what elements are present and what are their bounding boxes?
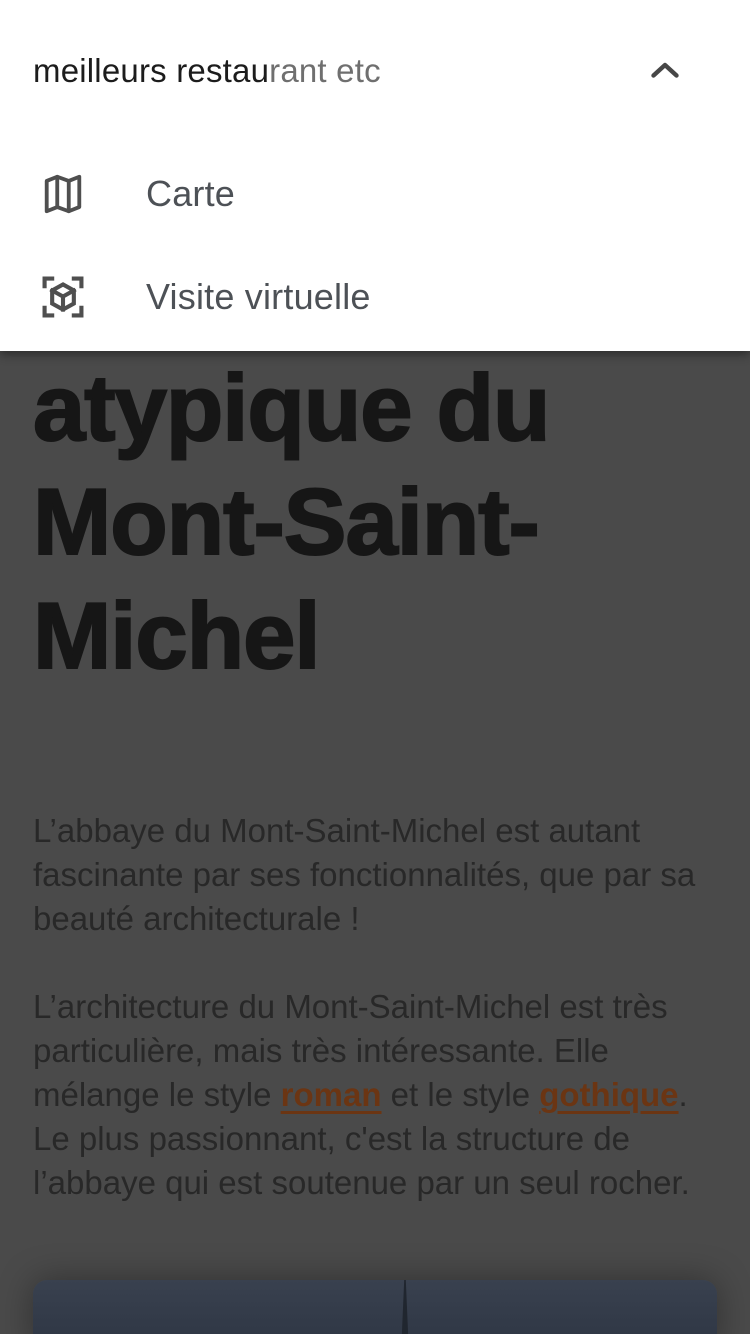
search-input[interactable] (33, 52, 650, 90)
heading-line: Mont-Saint- (33, 469, 539, 574)
ar-cube-icon (37, 271, 89, 323)
suggestion-item-carte[interactable] (0, 142, 750, 245)
search-row (0, 0, 750, 142)
link-roman[interactable]: roman (280, 1076, 382, 1113)
dismiss-scrim[interactable] (0, 351, 750, 1334)
paragraph-text: L’architecture du Mont-Saint-Michel est très particulière, mais très intéressante. Elle mélange le style (33, 988, 668, 1113)
paragraph-text: . Le plus passionnant, c'est la structure de l’abbaye qui est soutenue par un seul rocher. (33, 1076, 690, 1201)
article-paragraph-1: L’abbaye du Mont-Saint-Michel est autant fascinante par ses fonctionnalités, que par sa beauté architecturale ! (33, 812, 696, 937)
suggestion-item-label: Visite virtuelle (146, 275, 371, 317)
suggestion-item-label: Carte (146, 172, 236, 214)
map-icon (37, 168, 89, 220)
search-autocomplete-text: rant etc (269, 52, 381, 89)
collapse-suggestions-button[interactable] (650, 61, 680, 81)
search-typed-text: meilleurs restau (33, 52, 270, 89)
search-suggestions-panel (0, 0, 750, 351)
paragraph-text: et le style (381, 1076, 540, 1113)
heading-line: atypique du (33, 355, 550, 460)
link-gothique[interactable]: gothique (539, 1076, 679, 1113)
chevron-up-icon (650, 61, 680, 81)
suggestion-item-visite-virtuelle[interactable] (0, 245, 750, 348)
heading-line: Michel (33, 583, 320, 688)
